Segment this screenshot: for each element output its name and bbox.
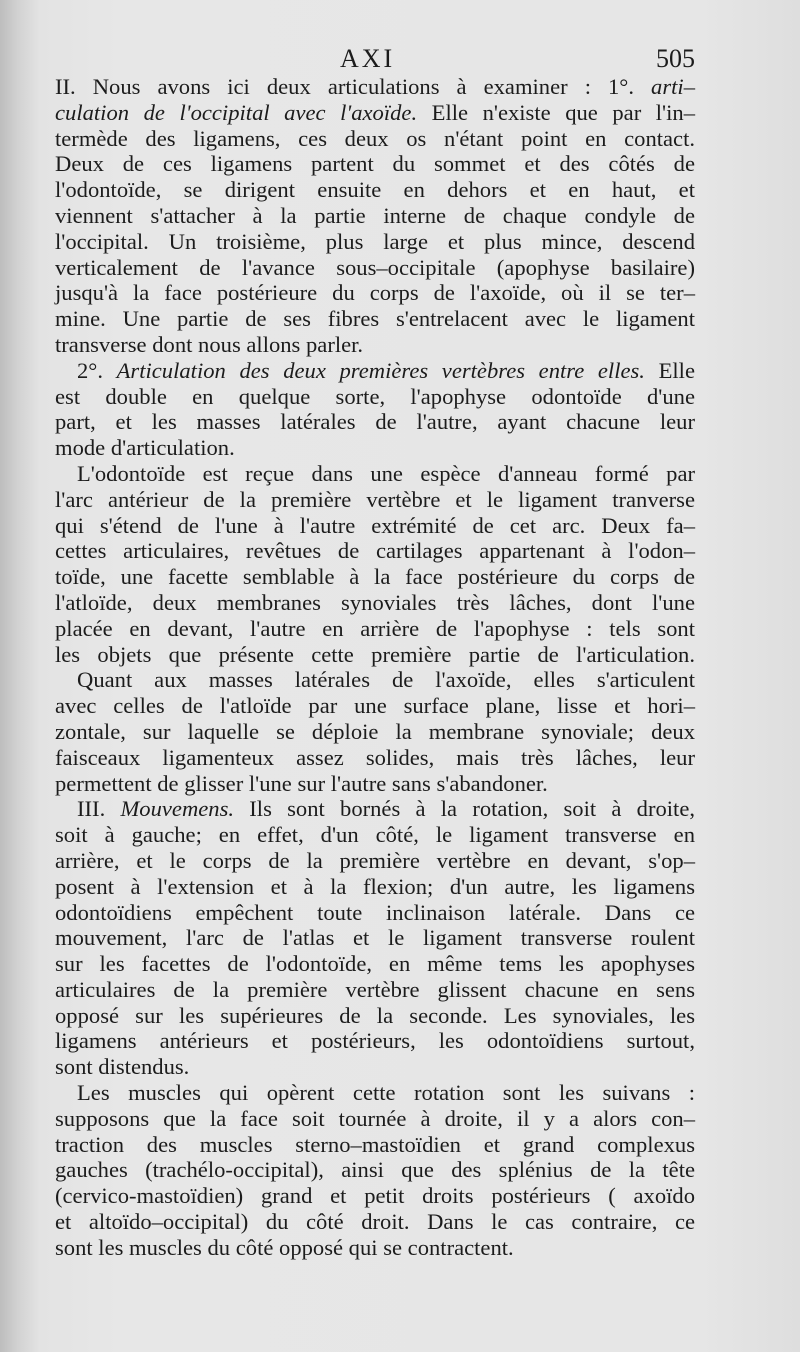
- text-segment: l'occipital. Un troisième, plus large et plus mince, descend: [55, 228, 695, 254]
- text-segment: qui s'étend de l'une à l'autre extrémité de cet arc. Deux fa–: [55, 512, 695, 538]
- text-segment: ligamens antérieurs et postérieurs, les odontoïdiens surtout,: [55, 1028, 695, 1054]
- text-line: [55, 203, 695, 229]
- text-line: [55, 538, 695, 564]
- text-line: [55, 151, 695, 177]
- text-segment: Quant aux masses latérales de l'axoïde, elles s'articulent: [77, 667, 695, 693]
- text-line: [55, 384, 695, 410]
- text-line: [55, 332, 695, 358]
- text-line: [55, 229, 695, 255]
- text-line: [55, 1157, 695, 1183]
- text-line: [55, 358, 695, 384]
- text-segment: sont les muscles du côté opposé qui se contractent.: [55, 1234, 514, 1260]
- text-line: [55, 693, 695, 719]
- text-line: [55, 1209, 695, 1235]
- text-line: [55, 796, 695, 822]
- text-line: [55, 461, 695, 487]
- text-segment: placée en devant, l'autre en arrière de l'apophyse : tels sont: [55, 615, 695, 641]
- text-segment: arrière, et le corps de la première vertèbre en devant, s'op–: [55, 847, 695, 873]
- text-line: [55, 1003, 695, 1029]
- text-line: [55, 1235, 695, 1261]
- text-segment: articulaires de la première vertèbre glissent chacune en sens: [55, 976, 695, 1002]
- text-line: [55, 848, 695, 874]
- text-line: [55, 306, 695, 332]
- text-segment: posent à l'extension et à la flexion; d'un autre, les ligamens: [55, 873, 695, 899]
- text-line: [55, 616, 695, 642]
- text-line: [55, 1183, 695, 1209]
- text-line: [55, 435, 695, 461]
- text-line: [55, 667, 695, 693]
- text-line: [55, 1028, 695, 1054]
- text-segment: part, et les masses latérales de l'autre, ayant chacune leur: [55, 409, 695, 435]
- text-line: [55, 951, 695, 977]
- text-line: [55, 874, 695, 900]
- text-line: [55, 719, 695, 745]
- text-line: [55, 487, 695, 513]
- text-line: [55, 255, 695, 281]
- text-segment: mine. Une partie de ses fibres s'entrelacent avec le ligament: [55, 306, 695, 332]
- italic-text: Articulation des deux premières vertèbres entre elles.: [116, 357, 645, 383]
- text-segment: les objets que présente cette première partie de l'articulation.: [55, 641, 695, 667]
- text-line: [55, 590, 695, 616]
- text-segment: l'arc antérieur de la première vertèbre et le ligament tranverse: [55, 486, 695, 512]
- text-segment: toïde, une facette semblable à la face postérieure du corps de: [55, 564, 695, 590]
- text-segment: viennent s'attacher à la partie interne de chaque condyle de: [55, 202, 695, 228]
- text-segment: Elle: [644, 357, 695, 383]
- text-segment: Ils sont bornés à la rotation, soit à droite,: [234, 796, 695, 822]
- text-segment: II. Nous avons ici deux articulations à examiner : 1°.: [55, 74, 652, 99]
- text-line: [55, 925, 695, 951]
- italic-text: arti–: [651, 74, 695, 99]
- text-segment: L'odontoïde est reçue dans une espèce d'anneau formé par: [77, 460, 695, 486]
- text-segment: (cervico-mastoïdien) grand et petit droits postérieurs ( axoïdo: [55, 1183, 695, 1209]
- text-segment: gauches (trachélo-occipital), ainsi que des splénius de la tête: [55, 1157, 695, 1183]
- text-segment: faisceaux ligamenteux assez solides, mais très lâches, leur: [55, 744, 695, 770]
- text-segment: sont distendus.: [55, 1054, 190, 1080]
- italic-text: Mouvemens.: [120, 796, 235, 822]
- text-segment: sur les facettes de l'odontoïde, en même tems les apophyses: [55, 951, 695, 977]
- text-line: [55, 409, 695, 435]
- text-segment: supposons que la face soit tournée à droite, il y a alors con–: [55, 1105, 695, 1131]
- text-line: [55, 900, 695, 926]
- text-segment: zontale, sur laquelle se déploie la membrane synoviale; deux: [55, 718, 695, 744]
- italic-text: culation de l'occipital avec l'axoïde.: [55, 99, 418, 125]
- page-number: 505: [656, 44, 695, 73]
- text-line: [55, 74, 695, 100]
- text-segment: Les muscles qui opèrent cette rotation sont les suivans :: [77, 1080, 695, 1106]
- page-header: [40, 44, 695, 76]
- text-line: [55, 100, 695, 126]
- body-text: [55, 74, 695, 1261]
- text-segment: jusqu'à la face postérieure du corps de l'axoïde, où il se ter–: [55, 280, 695, 306]
- text-segment: verticalement de l'avance sous–occipitale (apophyse basilaire): [55, 254, 695, 280]
- text-segment: transverse dont nous allons parler.: [55, 331, 364, 357]
- text-line: [55, 642, 695, 668]
- text-segment: opposé sur les supérieures de la seconde. Les synoviales, les: [55, 1002, 695, 1028]
- text-segment: l'atloïde, deux membranes synoviales très lâches, dont l'une: [55, 589, 695, 615]
- text-segment: Elle n'existe que par l'in–: [417, 99, 695, 125]
- text-segment: l'odontoïde, se dirigent ensuite en dehors et en haut, et: [55, 177, 695, 203]
- text-segment: mouvement, l'arc de l'atlas et le ligament transverse roulent: [55, 925, 695, 951]
- text-line: [55, 564, 695, 590]
- text-segment: traction des muscles sterno–mastoïdien et grand complexus: [55, 1131, 695, 1157]
- text-line: [55, 745, 695, 771]
- text-segment: avec celles de l'atloïde par une surface plane, lisse et hori–: [55, 693, 695, 719]
- text-segment: cettes articulaires, revêtues de cartilages appartenant à l'odon–: [55, 538, 695, 564]
- text-line: [55, 1054, 695, 1080]
- text-line: [55, 513, 695, 539]
- text-segment: est double en quelque sorte, l'apophyse odontoïde d'une: [55, 383, 695, 409]
- text-segment: odontoïdiens empêchent toute inclinaison latérale. Dans ce: [55, 899, 695, 925]
- text-segment: et altoïdo–occipital) du côté droit. Dans le cas contraire, ce: [55, 1209, 695, 1235]
- text-segment: permettent de glisser l'une sur l'autre sans s'abandoner.: [55, 770, 548, 796]
- text-line: [55, 280, 695, 306]
- text-segment: Deux de ces ligamens partent du sommet et des côtés de: [55, 151, 695, 177]
- running-head: AXI: [340, 44, 396, 73]
- text-segment: 2°.: [77, 357, 117, 383]
- text-line: [55, 1106, 695, 1132]
- text-line: [55, 1132, 695, 1158]
- text-line: [55, 771, 695, 797]
- text-line: [55, 1080, 695, 1106]
- text-segment: mode d'articulation.: [55, 435, 235, 461]
- text-line: [55, 977, 695, 1003]
- text-line: [55, 177, 695, 203]
- text-segment: III.: [77, 796, 121, 822]
- text-segment: termède des ligamens, ces deux os n'étant point en contact.: [55, 125, 695, 151]
- text-line: [55, 822, 695, 848]
- text-segment: soit à gauche; en effet, d'un côté, le ligament transverse en: [55, 822, 695, 848]
- text-line: [55, 126, 695, 152]
